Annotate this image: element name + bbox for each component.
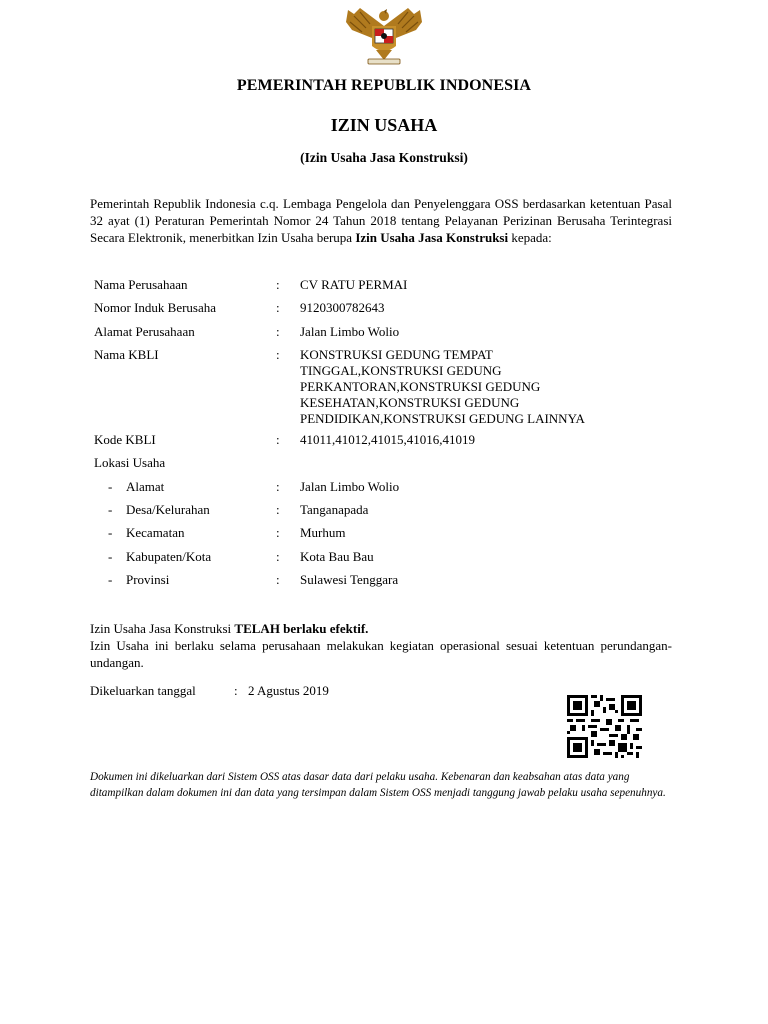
field-label: Desa/Kelurahan [126, 502, 210, 517]
field-separator: : [276, 572, 280, 587]
field-value: Kota Bau Bau [300, 549, 374, 564]
issued-label: Dikeluarkan tanggal [90, 683, 196, 698]
issued-separator: : [234, 683, 238, 698]
field-value: Murhum [300, 525, 346, 540]
field-label: Kabupaten/Kota [126, 549, 212, 564]
list-dash: - [108, 549, 113, 564]
field-value: 9120300782643 [300, 300, 385, 315]
field-label: Nomor Induk Berusaha [94, 300, 217, 315]
license-validity: Izin Usaha ini berlaku selama perusahaan melakukan kegiatan operasional sesuai ketentuan perundangan-undangan. [90, 638, 672, 670]
disclaimer-text: Dokumen ini dikeluarkan dari Sistem OSS atas dasar data dari pelaku usaha. Kebenaran dan keabsahan atas data yang ditampilkan dalam dokumen ini dan data yang tersimpan dalam Sistem OSS menjadi tanggung jawab pelaku usaha sepenuhnya. [90, 771, 666, 799]
field-label: Kode KBLI [94, 432, 156, 447]
field-separator: : [276, 300, 280, 315]
status-effective: TELAH berlaku efektif. [234, 621, 369, 636]
field-separator: : [276, 549, 280, 564]
field-separator: : [276, 324, 280, 339]
qr-code-icon [566, 695, 643, 758]
field-value: Tanganapada [300, 502, 369, 517]
intro-paragraph [90, 195, 672, 246]
field-separator: : [276, 277, 280, 292]
list-dash: - [108, 502, 113, 517]
intro-text: Pemerintah Republik Indonesia c.q. Lembaga Pengelola dan Penyelenggara OSS berdasarkan ketentuan Pasal 32 ayat (1) Peraturan Pemerintah Nomor 24 Tahun 2018 tentang Pelayanan Perizinan Berusaha Terintegrasi Secara Elektronik, menerbitkan Izin Usaha berupa [90, 196, 672, 245]
field-label: Kecamatan [126, 525, 185, 540]
field-separator: : [276, 525, 280, 540]
field-value: Jalan Limbo Wolio [300, 479, 400, 494]
field-separator: : [276, 432, 280, 447]
field-value: 41011,41012,41015,41016,41019 [300, 432, 476, 447]
location-heading-text: Lokasi Usaha [94, 455, 166, 470]
field-label: Nama KBLI [94, 347, 159, 362]
intro-tail: kepada: [508, 230, 552, 245]
document-title: IZIN USAHA [330, 115, 438, 135]
government-heading: PEMERINTAH REPUBLIK INDONESIA [236, 77, 532, 94]
field-value: KONSTRUKSI GEDUNG TEMPAT TINGGAL,KONSTRUKSI GEDUNG PERKANTORAN,KONSTRUKSI GEDUNG KESEHATAN,KONSTRUKSI GEDUNG PENDIDIKAN,KONSTRUKSI GEDUNG LAINNYA [300, 347, 585, 426]
list-dash: - [108, 479, 113, 494]
license-status [90, 621, 672, 637]
field-label: Nama Perusahaan [94, 277, 188, 292]
status-prefix: Izin Usaha Jasa Konstruksi [90, 621, 235, 636]
field-label: Alamat Perusahaan [94, 324, 195, 339]
field-value: Jalan Limbo Wolio [300, 324, 400, 339]
field-value: CV RATU PERMAI [300, 277, 408, 292]
document-subtitle: (Izin Usaha Jasa Konstruksi) [300, 150, 468, 165]
list-dash: - [108, 572, 113, 587]
field-label: Alamat [126, 479, 165, 494]
field-separator: : [276, 502, 280, 517]
garuda-emblem-icon [340, 4, 428, 66]
list-dash: - [108, 525, 113, 540]
field-value: Sulawesi Tenggara [300, 572, 399, 587]
issued-value: 2 Agustus 2019 [248, 683, 329, 698]
field-label: Provinsi [126, 572, 170, 587]
field-separator: : [276, 347, 280, 362]
field-separator: : [276, 479, 280, 494]
intro-license-type: Izin Usaha Jasa Konstruksi [355, 230, 509, 245]
